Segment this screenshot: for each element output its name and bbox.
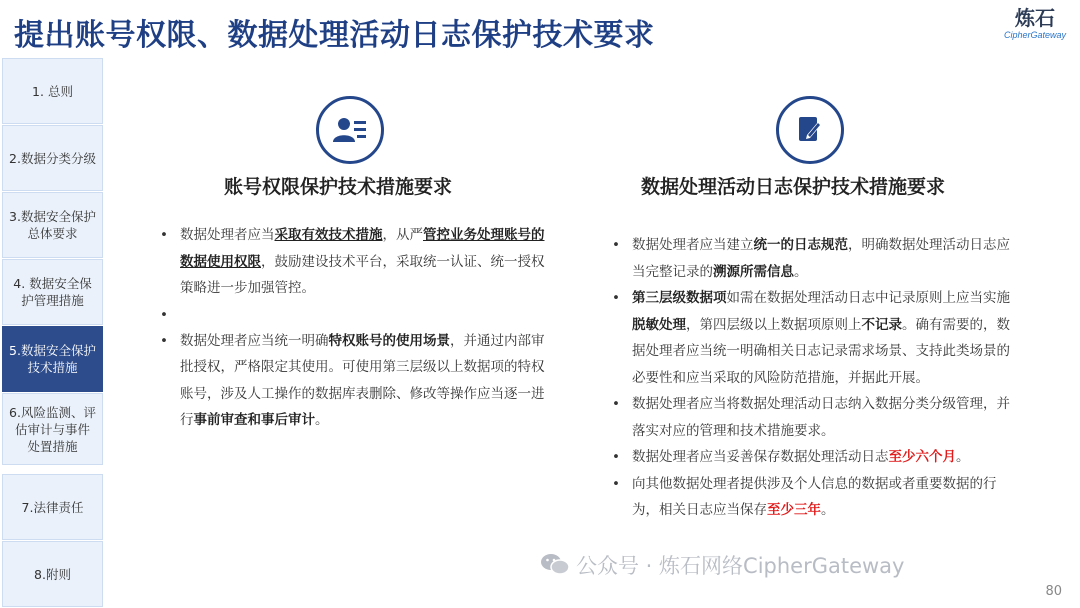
list-item: • 第三层级数据项如需在数据处理活动日志中记录原则上应当实施脱敏处理，第四层级以上数据项原则上不记录。确有需要的，数据处理者应当统一明确相关日志记录需求场景、支持此类场景的必要性和应当采取的风险防范措施，并据此开展。 — [610, 285, 1020, 391]
list-item: • 数据处理者应当将数据处理活动日志纳入数据分类分级管理，并落实对应的管理和技术措施要求。 — [610, 391, 1020, 444]
left-section-title: 账号权限保护技术措施要求 — [224, 176, 453, 198]
sidebar-nav — [2, 58, 103, 608]
list-item: • 数据处理者应当统一明确特权账号的使用场景，并通过内部审批授权，严格限定其使用。可使用第三层级以上数据项的特权账号，涉及人工操作的数据库表删除、修改等操作应当逐一进行事前审查和事后审计。 — [158, 328, 546, 434]
list-item: • 数据处理者应当采取有效技术措施，从严管控业务处理账号的数据使用权限，鼓励建设技术平台，采取统一认证、统一授权策略进一步加强管控。 — [158, 222, 546, 302]
sidebar-item-general[interactable]: 1. 总则 — [2, 58, 103, 124]
brand-logo — [1004, 6, 1066, 41]
right-section-title: 数据处理活动日志保护技术措施要求 — [641, 176, 946, 198]
sidebar-item-management-measures[interactable]: 4. 数据安全保护管理措施 — [2, 259, 103, 325]
wechat-icon — [540, 552, 570, 581]
spacer — [158, 302, 546, 328]
watermark — [540, 550, 904, 581]
watermark-text: 公众号 · 炼石网络CipherGateway — [576, 554, 905, 578]
logo-text-cn: 炼石 — [1014, 6, 1055, 30]
user-list-icon — [316, 96, 384, 164]
right-bullet-list — [610, 232, 1020, 524]
list-item: • 数据处理者应当妥善保存数据处理活动日志至少六个月。 — [610, 444, 1020, 471]
left-bullet-list — [158, 222, 546, 434]
sidebar-item-overall-requirements[interactable]: 3.数据安全保护总体要求 — [2, 192, 103, 258]
sidebar-item-data-classification[interactable]: 2.数据分类分级 — [2, 125, 103, 191]
list-item: • 数据处理者应当建立统一的日志规范，明确数据处理活动日志应当完整记录的溯源所需信息。 — [610, 232, 1020, 285]
list-item: • 向其他数据处理者提供涉及个人信息的数据或者重要数据的行为，相关日志应当保存至少三年。 — [610, 471, 1020, 524]
page-title: 提出账号权限、数据处理活动日志保护技术要求 — [14, 18, 655, 53]
sidebar-item-risk-monitoring[interactable]: 6.风险监测、评估审计与事件处置措施 — [2, 393, 103, 465]
sidebar-item-legal-liability[interactable]: 7.法律责任 — [2, 474, 103, 540]
sidebar-item-supplementary[interactable]: 8.附则 — [2, 541, 103, 607]
page-number: 80 — [1045, 584, 1062, 599]
header — [0, 0, 1080, 58]
document-edit-icon — [776, 96, 844, 164]
sidebar-item-technical-measures[interactable]: 5.数据安全保护技术措施 — [2, 326, 103, 392]
logo-text-en: CipherGateway — [1003, 30, 1066, 40]
